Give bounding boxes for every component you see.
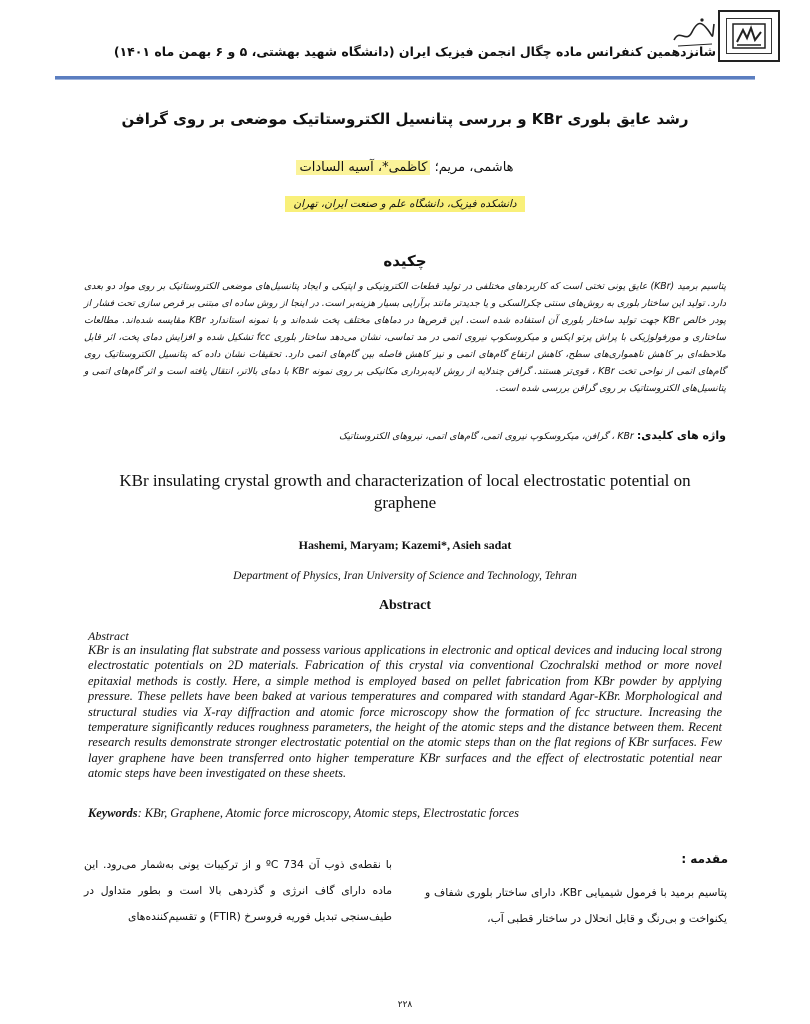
header-rule-thin	[55, 79, 755, 80]
introduction-heading: مقدمه :	[681, 852, 728, 866]
english-affiliation: Department of Physics, Iran University of Science and Technology, Tehran	[233, 570, 577, 582]
body-right-column: پتاسیم برمید با فرمول شیمیایی KBr، دارای ساختار بلوری شفاف و یکنواخت و بی‌رنگ و قابل انحلال در ساختار قطبی آب،	[425, 886, 728, 925]
persian-author-1: هاشمی، مریم؛	[434, 160, 514, 175]
university-logo	[718, 10, 780, 62]
persian-abstract: پتاسیم برمید (KBr) عایق یونی تختی است که کاربردهای مختلفی در تولید قطعات الکترونیکی و اپتیکی و ایجاد پتانسیل‌های موضعی الکتروستاتیک بر روی مواد دو بعدی دارد. تولید این ساختار بلوری به روش‌های سنتی چکرالسکی و یا جدیدتر مانند برآرایی بسیار هزینه‌بر است. در اینجا از روش ساده ای مبتنی بر قرص سازی تحت فشار از پودر خالص KBr جهت تولید ساختار بلوری آن استفاده شده است. این قرص‌ها در دماهای مختلف پخت شده‌اند و با نمونه استاندارد KBr مقایسه شده‌اند. مطالعات ساختاری و مورفولوژیکی با پراش پرتو ایکس و میکروسکوپ نیروی اتمی در مد تماسی، نشان می‌دهد ساختار بلوری fcc تشکیل شده و افزایش دمای پخت، اثر قابل ملاحظه‌ای بر کاهش ناهمواری‌های سطح، کاهش ارتفاع گام‌های اتمی و نیز کاهش فاصله بین گام‌های اتمی دارد. تحقیقات نشان داده که پتانسیل الکتروستاتیک روی گام‌های اتمی از نواحی تخت KBr ، قوی‌تر هستند. گرافن چندلایه از روش لایه‌برداری مکانیکی بر روی نمونه KBr با دمای بالاتر، انتقال یافته است و اثر گام‌های اتمی و پتانسیل‌های الکتروستاتیک بر روی گرافن بررسی شده است.	[84, 281, 727, 394]
persian-keywords-label: واژه های کلیدی:	[636, 429, 726, 442]
english-abstract-label: Abstract	[88, 629, 129, 643]
university-logo-mark	[726, 18, 772, 54]
persian-keywords-text: KBr ، گرافن، میکروسکوپ نیروی اتمی، گام‌های اتمی، نیروهای الکتروستاتیک	[339, 431, 634, 442]
english-abstract: KBr is an insulating flat substrate and possess various applications in electronic and optical devices and inducing local strong electrostatic potentials on 2D materials. Fabrication of this crystal via conventional Czochralski method or more novel epitaxial methods is costly. Here, a simple method is employed based on pellet fabrication from KBr powder by applying pressure. These pellets have been baked at various temperatures and compared with standard Agar-KBr. Morphological and structural studies via X-ray diffraction and atomic force microscopy show the formation of fcc structure. Increasing the temperature significantly reduces roughness parameters, the height of the atomic steps and the distance between them. Recent research results demonstrate stronger electrostatic potential on the atomic steps than on the flat regions of KBr surfaces. Few layer graphene have been transferred onto higher temperature KBr surfaces and the effect of electrostatic potential near atomic steps have been investigated on these sheets.	[88, 643, 722, 781]
conference-header: شانزدهمین کنفرانس ماده چگال انجمن فیزیک ایران (دانشگاه شهید بهشتی، ۵ و ۶ بهمن ماه ۱۴۰۱)	[113, 44, 716, 59]
logo-calligraphy-icon	[731, 22, 767, 50]
persian-authors	[200, 160, 610, 175]
persian-affiliation-highlighted: دانشکده فیزیک، دانشگاه علم و صنعت ایران، تهران	[285, 196, 524, 212]
persian-author-2-highlighted: کاظمی*، آسیه السادات	[296, 160, 430, 175]
english-authors: Hashemi, Maryam; Kazemi*, Asieh sadat	[298, 538, 512, 552]
persian-keywords	[84, 429, 726, 442]
english-keywords-label: Keywords	[88, 806, 138, 820]
page-number: ۲۲۸	[397, 1000, 413, 1010]
persian-affiliation	[200, 198, 610, 210]
persian-title: رشد عایق بلوری KBr و بررسی پتانسیل الکتروستاتیک موضعی بر روی گرافن	[121, 110, 689, 128]
body-left-column: با نقطه‌ی ذوب آن 734 ºC و از ترکیبات یونی به‌شمار می‌رود. این ماده دارای گاف انرژی و گذردهی بالا است و بطور متداول در طیف‌سنجی تبدیل فوریه فروسرخ (FTIR) و تقسیم‌کننده‌های	[84, 858, 393, 923]
english-keywords	[88, 806, 722, 821]
english-keywords-text: : KBr, Graphene, Atomic force microscopy, Atomic steps, Electrostatic forces	[137, 806, 519, 820]
english-title: KBr insulating crystal growth and characterization of local electrostatic potential on graphene	[119, 471, 691, 512]
persian-abstract-heading: چکیده	[383, 252, 427, 270]
english-abstract-heading: Abstract	[378, 598, 432, 613]
